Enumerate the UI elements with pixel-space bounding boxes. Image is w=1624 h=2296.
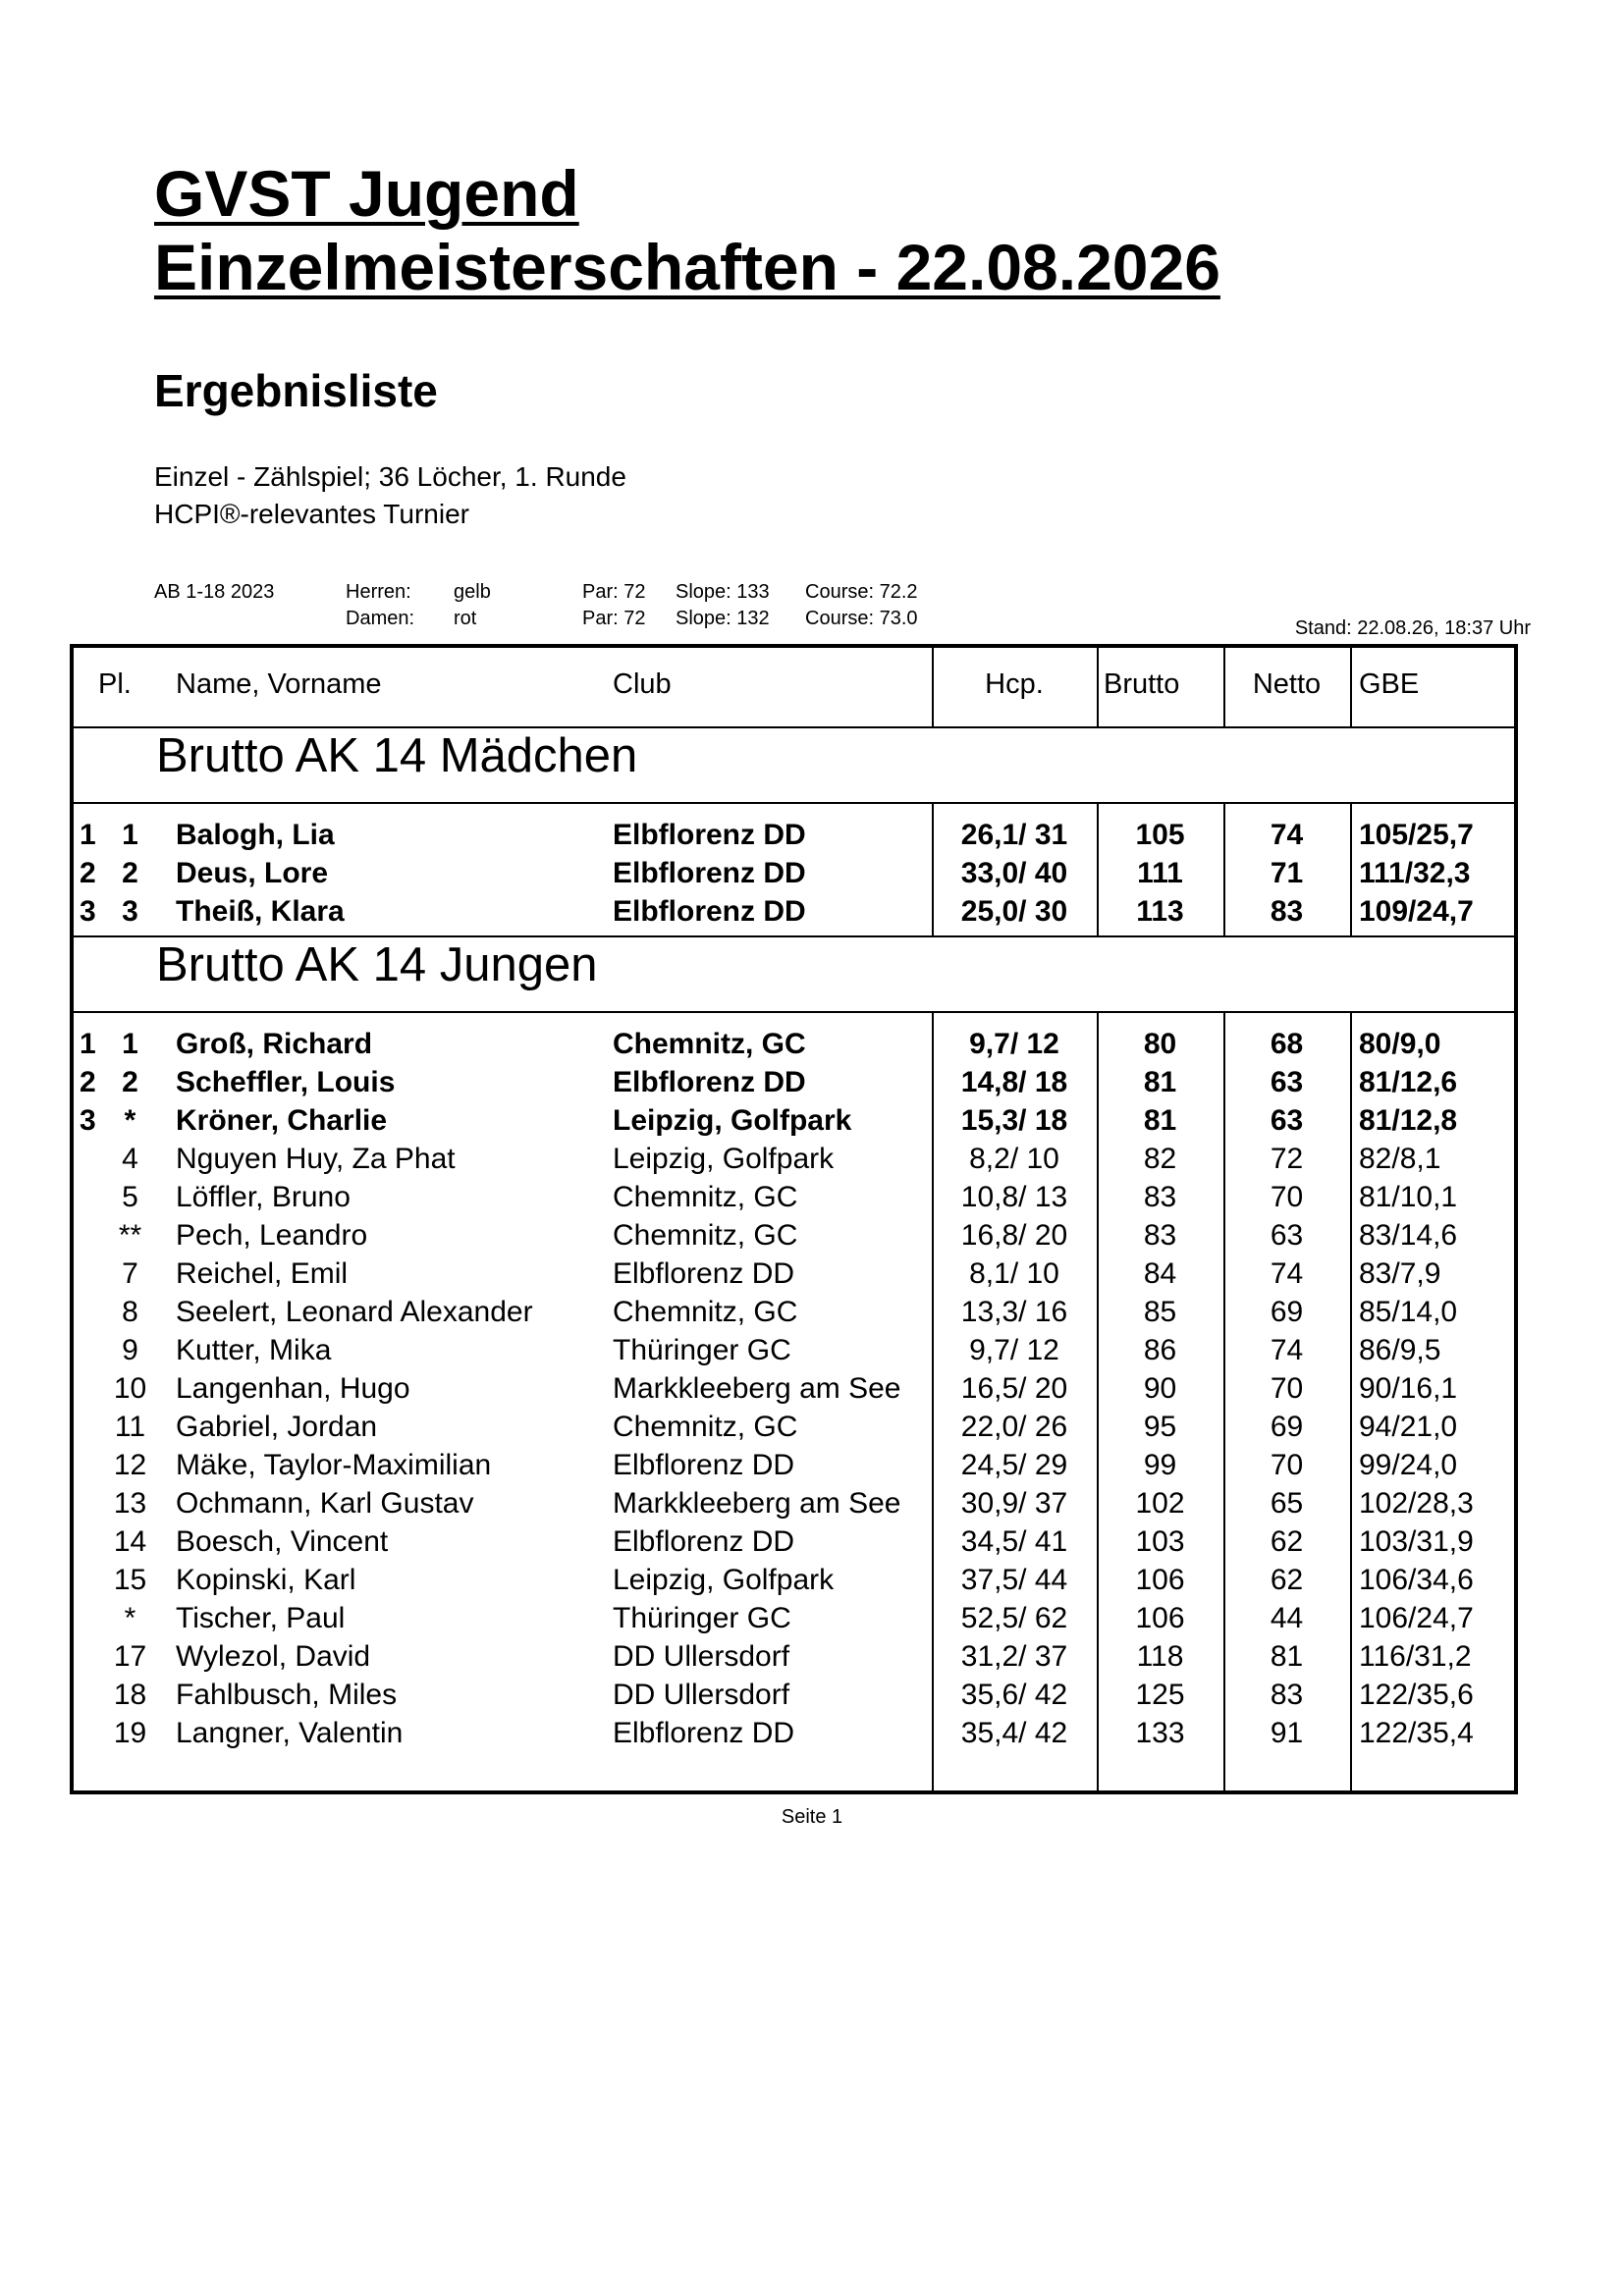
- cell-gbe: 86/9,5: [1359, 1334, 1441, 1366]
- table-row: [74, 1714, 1514, 1752]
- cell-gbe: 85/14,0: [1359, 1296, 1458, 1328]
- table-row: [74, 1599, 1514, 1637]
- course-info-par: Par: 72: [582, 581, 646, 603]
- table-row: [74, 1561, 1514, 1599]
- cell-hcp: 8,2/ 10: [969, 1143, 1059, 1175]
- cell-brutto: 106: [1135, 1602, 1185, 1634]
- cell-pl: 2: [122, 1066, 138, 1098]
- cell-pl: 7: [122, 1257, 138, 1290]
- cell-brutto: 99: [1143, 1449, 1177, 1481]
- cell-pl: 5: [122, 1181, 138, 1213]
- results-table: [70, 644, 1518, 1794]
- cell-pl: 10: [113, 1372, 147, 1405]
- document-title-line2: Einzelmeisterschaften - 22.08.2026: [154, 231, 1220, 303]
- table-row: [74, 854, 1514, 892]
- medal-rank: 1: [80, 1028, 96, 1060]
- cell-netto: 74: [1270, 1257, 1304, 1290]
- cell-name: Löffler, Bruno: [176, 1181, 351, 1213]
- table-row: [74, 1063, 1514, 1101]
- cell-hcp: 35,4/ 42: [960, 1717, 1068, 1749]
- cell-brutto: 84: [1143, 1257, 1177, 1290]
- table-divider: [74, 1011, 1514, 1013]
- document-title-line1: GVST Jugend: [154, 157, 579, 230]
- cell-name: Pech, Leandro: [176, 1219, 368, 1252]
- cell-gbe: 90/16,1: [1359, 1372, 1458, 1405]
- cell-hcp: 8,1/ 10: [969, 1257, 1059, 1290]
- cell-gbe: 105/25,7: [1359, 819, 1474, 851]
- cell-club: DD Ullersdorf: [613, 1640, 790, 1673]
- cell-club: Elbflorenz DD: [613, 895, 806, 928]
- status-timestamp: Stand: 22.08.26, 18:37 Uhr: [1294, 617, 1531, 639]
- cell-club: Thüringer GC: [613, 1602, 791, 1634]
- medal-rank: 3: [80, 1104, 96, 1137]
- table-row: [74, 1676, 1514, 1714]
- cell-pl: 12: [113, 1449, 147, 1481]
- cell-club: Elbflorenz DD: [613, 819, 806, 851]
- cell-brutto: 118: [1136, 1640, 1184, 1673]
- cell-gbe: 83/14,6: [1359, 1219, 1458, 1252]
- cell-name: Scheffler, Louis: [176, 1066, 396, 1098]
- cell-club: Chemnitz, GC: [613, 1181, 798, 1213]
- cell-name: Boesch, Vincent: [176, 1525, 389, 1558]
- table-row: [74, 1484, 1514, 1522]
- cell-hcp: 37,5/ 44: [960, 1564, 1068, 1596]
- cell-gbe: 102/28,3: [1359, 1487, 1474, 1520]
- cell-pl: 3: [122, 895, 138, 928]
- cell-gbe: 109/24,7: [1359, 895, 1474, 928]
- description-line1: Einzel - Zählspiel; 36 Löcher, 1. Runde: [154, 461, 626, 492]
- cell-club: Chemnitz, GC: [613, 1411, 798, 1443]
- cell-pl: 9: [122, 1334, 138, 1366]
- column-header-club: Club: [613, 668, 672, 700]
- cell-name: Gabriel, Jordan: [176, 1411, 378, 1443]
- cell-name: Langenhan, Hugo: [176, 1372, 410, 1405]
- cell-hcp: 10,8/ 13: [960, 1181, 1068, 1213]
- cell-hcp: 9,7/ 12: [969, 1334, 1059, 1366]
- cell-netto: 74: [1270, 819, 1304, 851]
- column-header-netto: Netto: [1252, 668, 1322, 700]
- column-divider: [1097, 1011, 1099, 1794]
- cell-hcp: 35,6/ 42: [960, 1679, 1068, 1711]
- column-divider: [1223, 648, 1225, 726]
- table-row: [74, 816, 1514, 854]
- cell-pl: *: [124, 1104, 136, 1137]
- cell-gbe: 83/7,9: [1359, 1257, 1441, 1290]
- cell-hcp: 24,5/ 29: [960, 1449, 1068, 1481]
- cell-hcp: 15,3/ 18: [960, 1104, 1068, 1137]
- course-info-tee: rot: [454, 608, 477, 629]
- cell-hcp: 31,2/ 37: [960, 1640, 1068, 1673]
- cell-hcp: 26,1/ 31: [960, 819, 1068, 851]
- cell-club: Elbflorenz DD: [613, 1066, 806, 1098]
- cell-hcp: 14,8/ 18: [960, 1066, 1068, 1098]
- cell-brutto: 125: [1135, 1679, 1185, 1711]
- cell-gbe: 116/31,2: [1359, 1640, 1472, 1673]
- cell-gbe: 111/32,3: [1359, 857, 1471, 889]
- cell-club: Markkleeberg am See: [613, 1372, 901, 1405]
- cell-netto: 91: [1270, 1717, 1304, 1749]
- cell-hcp: 25,0/ 30: [960, 895, 1068, 928]
- cell-hcp: 13,3/ 16: [960, 1296, 1068, 1328]
- section-title: Brutto AK 14 Jungen: [156, 938, 598, 991]
- cell-pl: 1: [122, 819, 138, 851]
- cell-gbe: 106/34,6: [1359, 1564, 1474, 1596]
- cell-brutto: 80: [1143, 1028, 1177, 1060]
- cell-netto: 63: [1270, 1066, 1304, 1098]
- cell-hcp: 16,8/ 20: [960, 1219, 1068, 1252]
- cell-gbe: 81/12,6: [1359, 1066, 1458, 1098]
- cell-hcp: 52,5/ 62: [960, 1602, 1068, 1634]
- cell-hcp: 34,5/ 41: [960, 1525, 1068, 1558]
- cell-pl: 18: [113, 1679, 147, 1711]
- table-row: [74, 1331, 1514, 1369]
- cell-netto: 74: [1270, 1334, 1304, 1366]
- cell-name: Mäke, Taylor-Maximilian: [176, 1449, 492, 1481]
- cell-pl: **: [118, 1219, 142, 1252]
- cell-brutto: 81: [1143, 1104, 1177, 1137]
- cell-club: Chemnitz, GC: [613, 1028, 806, 1060]
- cell-name: Deus, Lore: [176, 857, 329, 889]
- cell-pl: *: [124, 1602, 136, 1634]
- table-row: [74, 1178, 1514, 1216]
- table-row: [74, 1255, 1514, 1293]
- cell-club: Thüringer GC: [613, 1334, 791, 1366]
- course-info-gender: Herren:: [346, 581, 411, 603]
- cell-brutto: 106: [1135, 1564, 1185, 1596]
- column-divider: [1097, 802, 1099, 935]
- table-row: [74, 1446, 1514, 1484]
- course-info-par: Par: 72: [582, 608, 646, 629]
- cell-netto: 71: [1270, 857, 1304, 889]
- cell-pl: 4: [122, 1143, 138, 1175]
- column-header-gbe: GBE: [1359, 668, 1420, 700]
- cell-club: Leipzig, Golfpark: [613, 1143, 835, 1175]
- cell-club: Markkleeberg am See: [613, 1487, 901, 1520]
- cell-brutto: 82: [1143, 1143, 1177, 1175]
- cell-brutto: 83: [1143, 1181, 1177, 1213]
- cell-name: Wylezol, David: [176, 1640, 371, 1673]
- cell-brutto: 102: [1135, 1487, 1185, 1520]
- cell-netto: 69: [1270, 1296, 1304, 1328]
- cell-name: Kopinski, Karl: [176, 1564, 356, 1596]
- cell-brutto: 105: [1135, 819, 1185, 851]
- column-divider: [932, 802, 934, 935]
- cell-club: Elbflorenz DD: [613, 1525, 795, 1558]
- cell-gbe: 81/10,1: [1359, 1181, 1458, 1213]
- section-title: Brutto AK 14 Mädchen: [156, 729, 638, 782]
- course-info-gender: Damen:: [346, 608, 415, 629]
- course-name: AB 1-18 2023: [154, 581, 275, 603]
- cell-club: Leipzig, Golfpark: [613, 1564, 835, 1596]
- medal-rank: 2: [80, 1066, 96, 1098]
- cell-netto: 70: [1270, 1372, 1304, 1405]
- cell-brutto: 103: [1135, 1525, 1185, 1558]
- cell-name: Tischer, Paul: [176, 1602, 346, 1634]
- column-divider: [1223, 802, 1225, 935]
- cell-name: Fahlbusch, Miles: [176, 1679, 398, 1711]
- cell-gbe: 122/35,4: [1359, 1717, 1474, 1749]
- table-row: [74, 1408, 1514, 1446]
- cell-name: Seelert, Leonard Alexander: [176, 1296, 533, 1328]
- cell-brutto: 111: [1137, 857, 1183, 889]
- cell-hcp: 22,0/ 26: [960, 1411, 1068, 1443]
- course-info-course-rating: Course: 73.0: [805, 608, 918, 629]
- cell-brutto: 95: [1143, 1411, 1177, 1443]
- cell-club: Elbflorenz DD: [613, 1717, 795, 1749]
- table-row: [74, 1101, 1514, 1140]
- cell-brutto: 81: [1143, 1066, 1177, 1098]
- cell-brutto: 83: [1143, 1219, 1177, 1252]
- cell-netto: 65: [1270, 1487, 1304, 1520]
- cell-gbe: 106/24,7: [1359, 1602, 1474, 1634]
- cell-gbe: 80/9,0: [1359, 1028, 1441, 1060]
- table-row: [74, 1293, 1514, 1331]
- cell-brutto: 86: [1143, 1334, 1177, 1366]
- cell-hcp: 30,9/ 37: [960, 1487, 1068, 1520]
- column-divider: [1223, 1011, 1225, 1794]
- cell-netto: 62: [1270, 1564, 1304, 1596]
- table-row: [74, 1140, 1514, 1178]
- document-subtitle: Ergebnisliste: [154, 365, 438, 416]
- table-row: [74, 1369, 1514, 1408]
- cell-netto: 70: [1270, 1181, 1304, 1213]
- cell-name: Kröner, Charlie: [176, 1104, 388, 1137]
- cell-brutto: 90: [1143, 1372, 1177, 1405]
- cell-club: Elbflorenz DD: [613, 1257, 795, 1290]
- cell-gbe: 94/21,0: [1359, 1411, 1458, 1443]
- cell-club: Elbflorenz DD: [613, 857, 806, 889]
- course-info-tee: gelb: [454, 581, 491, 603]
- cell-netto: 44: [1270, 1602, 1304, 1634]
- cell-gbe: 81/12,8: [1359, 1104, 1458, 1137]
- cell-club: Leipzig, Golfpark: [613, 1104, 852, 1137]
- cell-gbe: 82/8,1: [1359, 1143, 1441, 1175]
- cell-brutto: 133: [1135, 1717, 1185, 1749]
- column-divider: [932, 648, 934, 726]
- cell-club: Elbflorenz DD: [613, 1449, 795, 1481]
- cell-brutto: 85: [1143, 1296, 1177, 1328]
- cell-netto: 72: [1270, 1143, 1304, 1175]
- cell-netto: 83: [1270, 1679, 1304, 1711]
- table-divider: [74, 802, 1514, 804]
- cell-pl: 15: [113, 1564, 147, 1596]
- cell-netto: 63: [1270, 1219, 1304, 1252]
- cell-netto: 83: [1270, 895, 1304, 928]
- cell-club: DD Ullersdorf: [613, 1679, 790, 1711]
- cell-name: Nguyen Huy, Za Phat: [176, 1143, 456, 1175]
- cell-pl: 13: [113, 1487, 147, 1520]
- medal-rank: 1: [80, 819, 96, 851]
- column-header-name: Name, Vorname: [176, 668, 382, 700]
- medal-rank: 2: [80, 857, 96, 889]
- cell-gbe: 122/35,6: [1359, 1679, 1474, 1711]
- cell-pl: 11: [114, 1411, 146, 1443]
- cell-club: Chemnitz, GC: [613, 1219, 798, 1252]
- course-info-slope: Slope: 133: [676, 581, 770, 603]
- cell-pl: 2: [122, 857, 138, 889]
- cell-pl: 17: [113, 1640, 147, 1673]
- description-line2: HCPI®-relevantes Turnier: [154, 499, 469, 529]
- cell-name: Theiß, Klara: [176, 895, 345, 928]
- cell-netto: 70: [1270, 1449, 1304, 1481]
- cell-pl: 8: [122, 1296, 138, 1328]
- course-info-slope: Slope: 132: [676, 608, 770, 629]
- cell-pl: 1: [122, 1028, 138, 1060]
- column-header-pl: Pl.: [98, 668, 132, 700]
- table-row: [74, 1025, 1514, 1063]
- cell-pl: 14: [113, 1525, 147, 1558]
- column-header-brutto: Brutto: [1104, 668, 1180, 700]
- table-row: [74, 1216, 1514, 1255]
- cell-pl: 19: [113, 1717, 147, 1749]
- cell-netto: 68: [1270, 1028, 1304, 1060]
- course-info-course-rating: Course: 72.2: [805, 581, 918, 603]
- cell-name: Groß, Richard: [176, 1028, 373, 1060]
- column-divider: [1097, 648, 1099, 726]
- cell-name: Balogh, Lia: [176, 819, 335, 851]
- cell-netto: 62: [1270, 1525, 1304, 1558]
- column-divider: [932, 1011, 934, 1794]
- cell-netto: 63: [1270, 1104, 1304, 1137]
- cell-name: Reichel, Emil: [176, 1257, 349, 1290]
- cell-name: Ochmann, Karl Gustav: [176, 1487, 474, 1520]
- cell-hcp: 16,5/ 20: [960, 1372, 1068, 1405]
- cell-netto: 81: [1270, 1640, 1304, 1673]
- cell-name: Langner, Valentin: [176, 1717, 404, 1749]
- table-row: [74, 1637, 1514, 1676]
- table-row: [74, 892, 1514, 931]
- cell-hcp: 9,7/ 12: [969, 1028, 1059, 1060]
- cell-hcp: 33,0/ 40: [960, 857, 1068, 889]
- column-divider: [1350, 648, 1352, 726]
- medal-rank: 3: [80, 895, 96, 928]
- table-row: [74, 1522, 1514, 1561]
- cell-gbe: 103/31,9: [1359, 1525, 1474, 1558]
- cell-club: Chemnitz, GC: [613, 1296, 798, 1328]
- column-divider: [1350, 1011, 1352, 1794]
- column-header-hcp: Hcp.: [985, 668, 1044, 700]
- cell-netto: 69: [1270, 1411, 1304, 1443]
- cell-name: Kutter, Mika: [176, 1334, 332, 1366]
- cell-gbe: 99/24,0: [1359, 1449, 1458, 1481]
- column-divider: [1350, 802, 1352, 935]
- page-number: Seite 1: [781, 1806, 843, 1828]
- cell-brutto: 113: [1136, 895, 1184, 928]
